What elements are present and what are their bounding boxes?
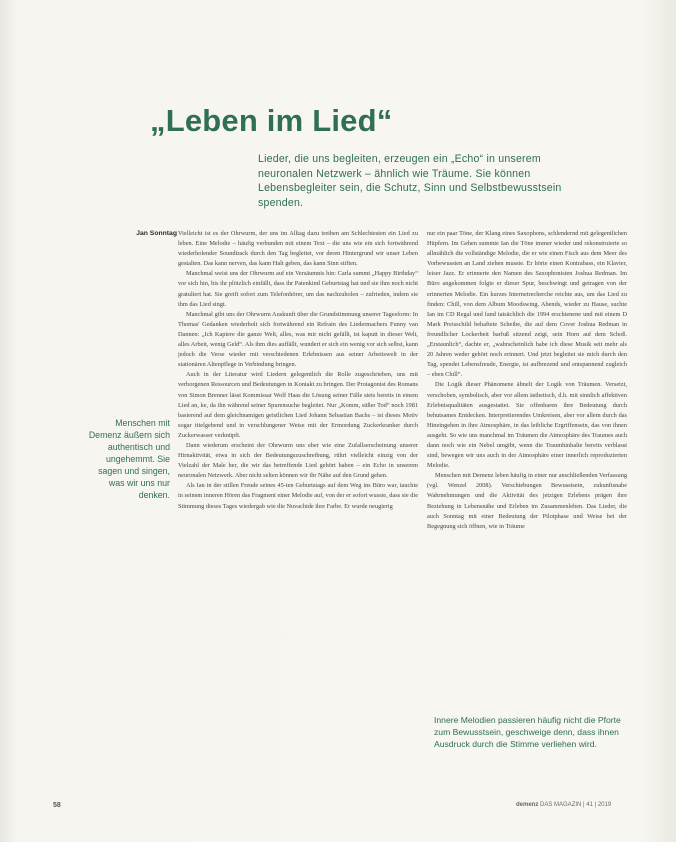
author-name: Jan Sonntag <box>136 230 177 237</box>
paragraph: nur ein paar Töne, der Klang eines Saxophons, schlendernd mit gelegentlichen Hüpfern. Im Gehen summte Ian die Töne immer wieder und rekonstruierte so allmählich die vollständige Melodie, die er wie einen Fisch aus dem Meer des Vorbewussten an Land ziehen musste. Er hörte einen Kontrabass, ein Klavier, leiser Jazz. Er erinnerte den Namen des Saxophonisten Joshua Redman. Im Büro angekommen folgte er dieser Spur, beschwingt und getragen von der erinnerten Melodie. Ein kurzes Internetrecherche reichte aus, um das Lied zu finden: Chill, von dem Album Moodswing. Abends, wieder zu Hause, suchte Ian im CD Regal und fand tatsächlich die 1994 erschienene und mit einem D Mark Preisschild behaftete Scheibe, die auf dem Cover Joshua Redman in freundlicher Lockerheit barfuß sitzend zeigt, sein Horn auf dem Schoß. „Erstaunlich“, dachte er, „wahrscheinlich habe ich diese Musik seit mehr als 20 Jahren weder gehört noch erinnert. Und jetzt begleitet sie mich durch den Tag, spendet Lebensfreude, Energie, ist aufbrezend und entspannend zugleich – eben Chill“. <box>427 230 627 379</box>
paragraph: Vielleicht ist es der Ohrwurm, der uns im Alltag dazu treiben am Schlechtesten ein Lied zu leben. Eine Melodie – häufig verbunden mit einem Text – die uns wie ein sich fortwährend wiederholender Soundtrack durch den Tag begleitet, vor deren Hintergrund wir unser Leben gestalten. Das kann nerven, das kann Halt geben, das kann Sinn stiften. <box>178 230 418 268</box>
paragraph: Menschen mit Demenz leben häufig in einer nur anschließenden Verfassung (vgl. Wenzel 2008). Verschiebungen Bewusstsein, zukunftsnahe Wahrnehmungen und die Aktivität des jetzigen Erlebens prägen ihre Beziehung in Lebensnähe und Erleben im Zusammenleben. Das Lieder, die auch Sonntag mit einer Bedeutung der Pilotphase und Weise bei der Begegnung sich öffnen, wie in Träume <box>427 472 627 530</box>
paragraph: Als Ian in der stillen Freude seines 45-ten Geburtstags auf dem Weg ins Büro war, tauchte in seinem inneren Hören das Fragment einer Melodie auf, von der er sofort wusste, dass sie die Stimmung dieses Tages wiedergab wie die Nuvachide ihre Farbe. Er wurde neugierig <box>178 482 418 510</box>
paragraph: Auch in der Literatur wird Liedern gelegentlich die Rolle zugeschrieben, uns mit verborgenen Ressourcen und Bedeutungen in Kontakt zu bringen. Der Protagonist des Romans von Simon Brenner lässt Kommissar Wolf Haas die Lösung seiner Fälle stets bereits in einem Lied an, ke, da ihn während seiner Spurensuche begleitet. Nur „Komm, süßer Tod“ noch 1981 basierend auf dem gleichnamigen geistlichen Lied Johann Sebastian Bachs – ist dieses Motiv sogar titelgebend und in verschlungener Weise mit der Ermordung Zuckerkranker durch Zuckerwasser verknüpft. <box>178 371 418 439</box>
issue-number: DAS MAGAZIN | 41 | 2019 <box>540 802 612 808</box>
paragraph: Manchmal weist uns der Ohrwurm auf ein Versäumnis hin: Carla summt „Happy Birthday“ vor sich hin, bis ihr plötzlich einfällt, dass ihr Patenkind Geburtstag hat und sie ihm noch nicht gratuliert hat. Sie greift sofort zum Telefonhörer, um das nachzuholen – zufrieden, indem sie ihm das Lied singt. <box>178 270 418 308</box>
body-column-2 <box>427 229 627 699</box>
paragraph: Dann wiederum erscheint der Ohrwurm uns eher wie eine Zufallserscheinung unserer Hirnaktivität, etwa in sich der Bedeutungszuschreibung, rührt vielleicht einzig von der Vielzahl der Male her, die wir das betreffende Lied gehört haben – ein Echo in unserem neuronalen Netzwerk. Aber nicht selten können wir ihr Nähe auf den Grund gehen. <box>178 441 418 480</box>
pull-quote-2: Innere Melodien passieren häufig nicht die Pforte zum Bewusstsein, geschweige denn, dass ihnen Ausdruck durch die Stimme verliehen wird. <box>434 715 621 750</box>
page-number: 58 <box>53 802 61 809</box>
article-lead: Lieder, die uns begleiten, erzeugen ein „Echo“ in unserem neuronalen Netzwerk – ähnlich wie Träume. Sie können Lebensbegleiter sein, die Schutz, Sinn und Selbstbewusstsein spenden. <box>258 153 562 209</box>
journal-name: demenz <box>516 802 539 808</box>
article-title: „Leben im Lied“ <box>150 103 393 138</box>
paragraph: Die Logik dieser Phänomene ähnelt der Logik von Träumen. Versetzt, verschoben, symbolisch, aber vor allem ästhetisch, d.h. mit sinnlich affektiven Erlebnisqualitäten ausgestattet. Sie offenbaren ihre Bedeutung durch behutsames Entdecken. Interpretierendes Umkreisen, aber vor allem durch das Hineingehen in ihre Atmosphäre, in das leibliche Ergriffensein, das von ihnen ausgeht. So wie uns manchmal im Träumen die Atmosphäre des Traumes auch dann noch wie ein Nebel umgibt, wenn die Traumhinhalte bereits verblasst sind, bewegen wir uns auch in der Atmosphäre einer innerlich reproduzierten Melodie. <box>427 381 627 470</box>
issue-info <box>516 802 611 808</box>
pull-quote-1: Menschen mit Demenz äußern sich authentisch und ungehemmt. Sie sagen und singen, was wir uns nur denken. <box>88 418 170 500</box>
paragraph: Manchmal gibt uns der Ohrwurm Auskunft über die Grundstimmung unserer Tagesform: In Thomas' Gedanken wiederholt sich fortwährend ein Refrain des Liedermachers Funny van Dannen: „Ich Kapiere die ganze Welt, alles, was mir nicht gefällt, ist kaputt in dieser Welt, alles Arbeit, wenig Geld“. Als ihm dies auffällt, wundert er sich ein wenig vor sich selbst, kann jedoch die Verse wieder mit verschiedenen Erlebnissen aus seiner Arbeitswelt in der stationären Altenpflege in Verbindung bringen. <box>178 310 418 369</box>
body-column-1 <box>178 229 418 795</box>
